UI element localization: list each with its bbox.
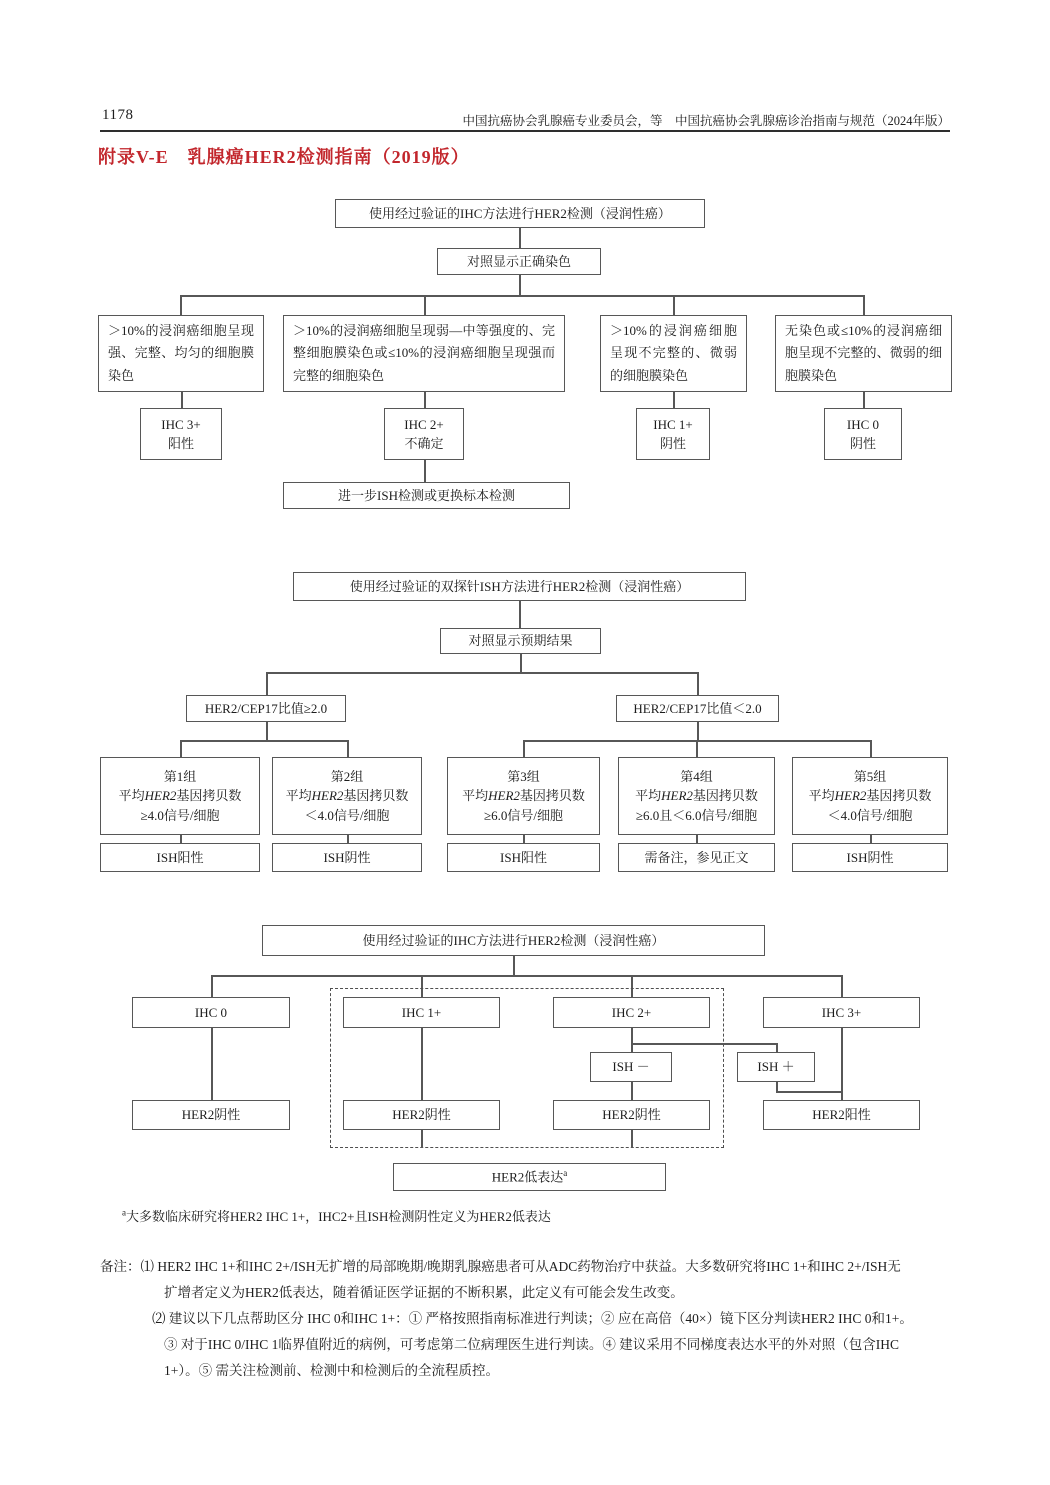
footnote-sup: a: [122, 1207, 126, 1218]
connector-line: [870, 740, 872, 757]
result-status: 阴性: [849, 436, 876, 451]
gene-suffix: 基因拷贝数: [343, 788, 409, 804]
connector-line: [863, 295, 865, 315]
group-name: 第5组: [853, 768, 887, 784]
group-name: 第4组: [680, 768, 713, 784]
ihc0-box: IHC 0: [132, 997, 290, 1028]
ratio-low-box: HER2/CEP17比值＜2.0: [616, 695, 779, 722]
connector-line: [266, 672, 268, 695]
result-box-ihc3: [140, 408, 222, 460]
connector-line: [180, 740, 182, 757]
connector-line: [181, 392, 183, 408]
group5-result-box: ISH阴性: [792, 843, 948, 872]
connector-line: [519, 601, 521, 628]
group-copies: ≥4.0信号/细胞: [140, 807, 220, 823]
group4-result-box: 需备注，参见正文: [618, 843, 775, 872]
group3-result-box: ISH阳性: [447, 843, 600, 872]
footnote-text: 大多数临床研究将HER2 IHC 1+，IHC2+且ISH检测阴性定义为HER2低表达: [126, 1209, 551, 1224]
connector-line: [211, 975, 213, 997]
gene-name: HER2: [311, 788, 344, 804]
gene-prefix: 平均: [635, 788, 662, 804]
her2-positive-box: HER2阳性: [763, 1100, 920, 1130]
gene-name: HER2: [834, 788, 867, 804]
header-rule: [100, 130, 950, 132]
result-title: IHC 1+: [653, 416, 693, 432]
low-expr-text: HER2低表达: [491, 1169, 564, 1185]
appendix-title: 附录V-E 乳腺癌HER2检测指南（2019版）: [98, 147, 470, 167]
group-name: 第3组: [507, 768, 540, 784]
group-gene-line: [635, 786, 758, 806]
ihc3-box: IHC 3+: [763, 997, 920, 1028]
group1-box: [100, 757, 260, 835]
group2-result-box: ISH阴性: [272, 843, 422, 872]
connector-line: [863, 392, 865, 408]
group-copies: ＜4.0信号/细胞: [304, 807, 390, 823]
result-box-ihc2: [384, 408, 464, 460]
criteria-box-ihc2: ＞10%的浸润癌细胞呈现弱—中等强度的、完整细胞膜染色或≤10%的浸润癌细胞呈现强而完整的细胞染色: [283, 315, 565, 392]
connector-line: [520, 654, 522, 672]
result-box-ihc0: [824, 408, 902, 460]
remarks-line: ⑵ 建议以下几点帮助区分 IHC 0和IHC 1+：① 严格按照指南标准进行判读；② 应在高倍（40×）镜下区分判读HER2 IHC 0和1+。: [152, 1311, 913, 1326]
connector-line: [180, 835, 182, 843]
gene-suffix: 基因拷贝数: [176, 788, 242, 804]
connector-line: [424, 460, 426, 482]
group1-result-box: ISH阳性: [100, 843, 260, 872]
connector-line: [211, 1028, 213, 1100]
connector-line: [513, 956, 515, 975]
connector-line: [631, 1028, 633, 1052]
result-status: 阴性: [659, 436, 686, 451]
ish-negative-box: ISH －: [590, 1052, 672, 1082]
connector-line: [696, 835, 698, 843]
group-gene-line: [462, 786, 585, 806]
connector-line: [776, 1043, 778, 1052]
running-header: 中国抗癌协会乳腺癌专业委员会，等 中国抗癌协会乳腺癌诊治指南与规范（2024年版）: [462, 114, 950, 128]
ish-control-box: 对照显示预期结果: [440, 628, 601, 654]
connector-line: [424, 295, 426, 315]
connector-line: [211, 975, 841, 977]
connector-line: [776, 1091, 842, 1093]
gene-suffix: 基因拷贝数: [866, 788, 932, 804]
connector-line: [180, 295, 182, 315]
ish-root-box: 使用经过验证的双探针ISH方法进行HER2检测（浸润性癌）: [293, 572, 746, 601]
remarks-block: [100, 1254, 962, 1384]
remarks-line: [100, 1254, 962, 1280]
group-copies: ≥6.0且＜6.0信号/细胞: [635, 807, 758, 823]
group-copies: ＜4.0信号/细胞: [827, 807, 913, 823]
criteria-box-ihc0: 无染色或≤10%的浸润癌细胞呈现不完整的、微弱的细胞膜染色: [775, 315, 952, 392]
connector-line: [697, 672, 699, 695]
connector-line: [523, 835, 525, 843]
connector-line: [631, 1082, 633, 1100]
remarks-line: ③ 对于IHC 0/IHC 1临界值附近的病例，可考虑第二位病理医生进行判读。④ 建议采用不同梯度表达水平的外对照（包含IHC: [164, 1337, 899, 1352]
connector-line: [631, 1130, 633, 1148]
result-title: IHC 3+: [161, 416, 201, 432]
connector-line: [673, 295, 675, 315]
gene-name: HER2: [144, 788, 177, 804]
connector-line: [523, 740, 525, 757]
result-status: 不确定: [404, 436, 444, 451]
her2-low-expression-box: [393, 1163, 666, 1191]
ish-followup-box: 进一步ISH检测或更换标本检测: [283, 482, 570, 509]
remarks-line: 扩增者定义为HER2低表达，随着循证医学证据的不断积累，此定义有可能会发生改变。: [164, 1285, 684, 1300]
connector-line: [519, 275, 521, 295]
connector-line: [424, 392, 426, 408]
connector-line: [266, 672, 697, 674]
her2-negative-box-ihc1: HER2阴性: [343, 1100, 500, 1130]
connector-line: [870, 835, 872, 843]
connector-line: [696, 740, 698, 757]
her2-negative-box-ihc0: HER2阴性: [132, 1100, 290, 1130]
criteria-box-ihc1: ＞10%的浸润癌细胞呈现不完整的、微弱的细胞膜染色: [600, 315, 747, 392]
result-title: IHC 2+: [404, 416, 444, 432]
page-number: 1178: [102, 107, 134, 123]
connector-line: [421, 1028, 423, 1100]
criteria-box-ihc3: ＞10%的浸润癌细胞呈现强、完整、均匀的细胞膜染色: [98, 315, 264, 392]
gene-name: HER2: [488, 788, 520, 804]
group2-box: [272, 757, 422, 835]
gene-prefix: 平均: [118, 788, 145, 804]
ish-positive-box: ISH ＋: [737, 1052, 815, 1082]
gene-suffix: 基因拷贝数: [692, 788, 758, 804]
connector-line: [180, 295, 864, 297]
low-expr-sup: a: [563, 1168, 568, 1179]
group-copies: ≥6.0信号/细胞: [484, 807, 563, 823]
ihc-root-box: 使用经过验证的IHC方法进行HER2检测（浸润性癌）: [335, 199, 705, 228]
remarks-text: ⑴ HER2 IHC 1+和IHC 2+/ISH无扩增的局部晚期/晚期乳腺癌患者可从ADC药物治疗中获益。大多数研究将IHC 1+和IHC 2+/ISH无: [140, 1259, 901, 1274]
connector-line: [266, 722, 268, 740]
connector-line: [673, 392, 675, 408]
connector-line: [841, 1028, 843, 1100]
ratio-high-box: HER2/CEP17比值≥2.0: [186, 695, 346, 722]
group-name: 第2组: [330, 768, 364, 784]
combined-root-box: 使用经过验证的IHC方法进行HER2检测（浸润性癌）: [262, 925, 765, 956]
group-name: 第1组: [163, 768, 197, 784]
result-box-ihc1: [636, 408, 710, 460]
gene-prefix: 平均: [285, 788, 312, 804]
gene-prefix: 平均: [808, 788, 835, 804]
connector-line: [841, 975, 843, 997]
ihc2-box: IHC 2+: [553, 997, 710, 1028]
connector-line: [421, 1130, 423, 1148]
remarks-label: 备注：: [100, 1259, 141, 1274]
gene-prefix: 平均: [462, 788, 489, 804]
result-status: 阳性: [167, 436, 194, 451]
footnote: [122, 1206, 551, 1225]
her2-negative-box-ish: HER2阴性: [553, 1100, 710, 1130]
group4-box: [618, 757, 775, 835]
group5-box: [792, 757, 948, 835]
group-gene-line: [809, 786, 932, 806]
connector-line: [631, 1043, 776, 1045]
connector-line: [697, 722, 699, 740]
remarks-line: 1+）。⑤ 需关注检测前、检测中和检测后的全流程质控。: [164, 1363, 499, 1378]
gene-suffix: 基因拷贝数: [519, 788, 585, 804]
ihc-control-box: 对照显示正确染色: [437, 248, 601, 275]
group3-box: [447, 757, 600, 835]
group-gene-line: [286, 786, 409, 806]
group-gene-line: [119, 786, 242, 806]
ihc1-box: IHC 1+: [343, 997, 500, 1028]
result-title: IHC 0: [846, 416, 880, 432]
connector-line: [347, 740, 349, 757]
connector-line: [347, 835, 349, 843]
connector-line: [519, 228, 521, 248]
gene-name: HER2: [661, 788, 693, 804]
her2-low-expression-label: [492, 1167, 568, 1187]
connector-line: [180, 740, 347, 742]
